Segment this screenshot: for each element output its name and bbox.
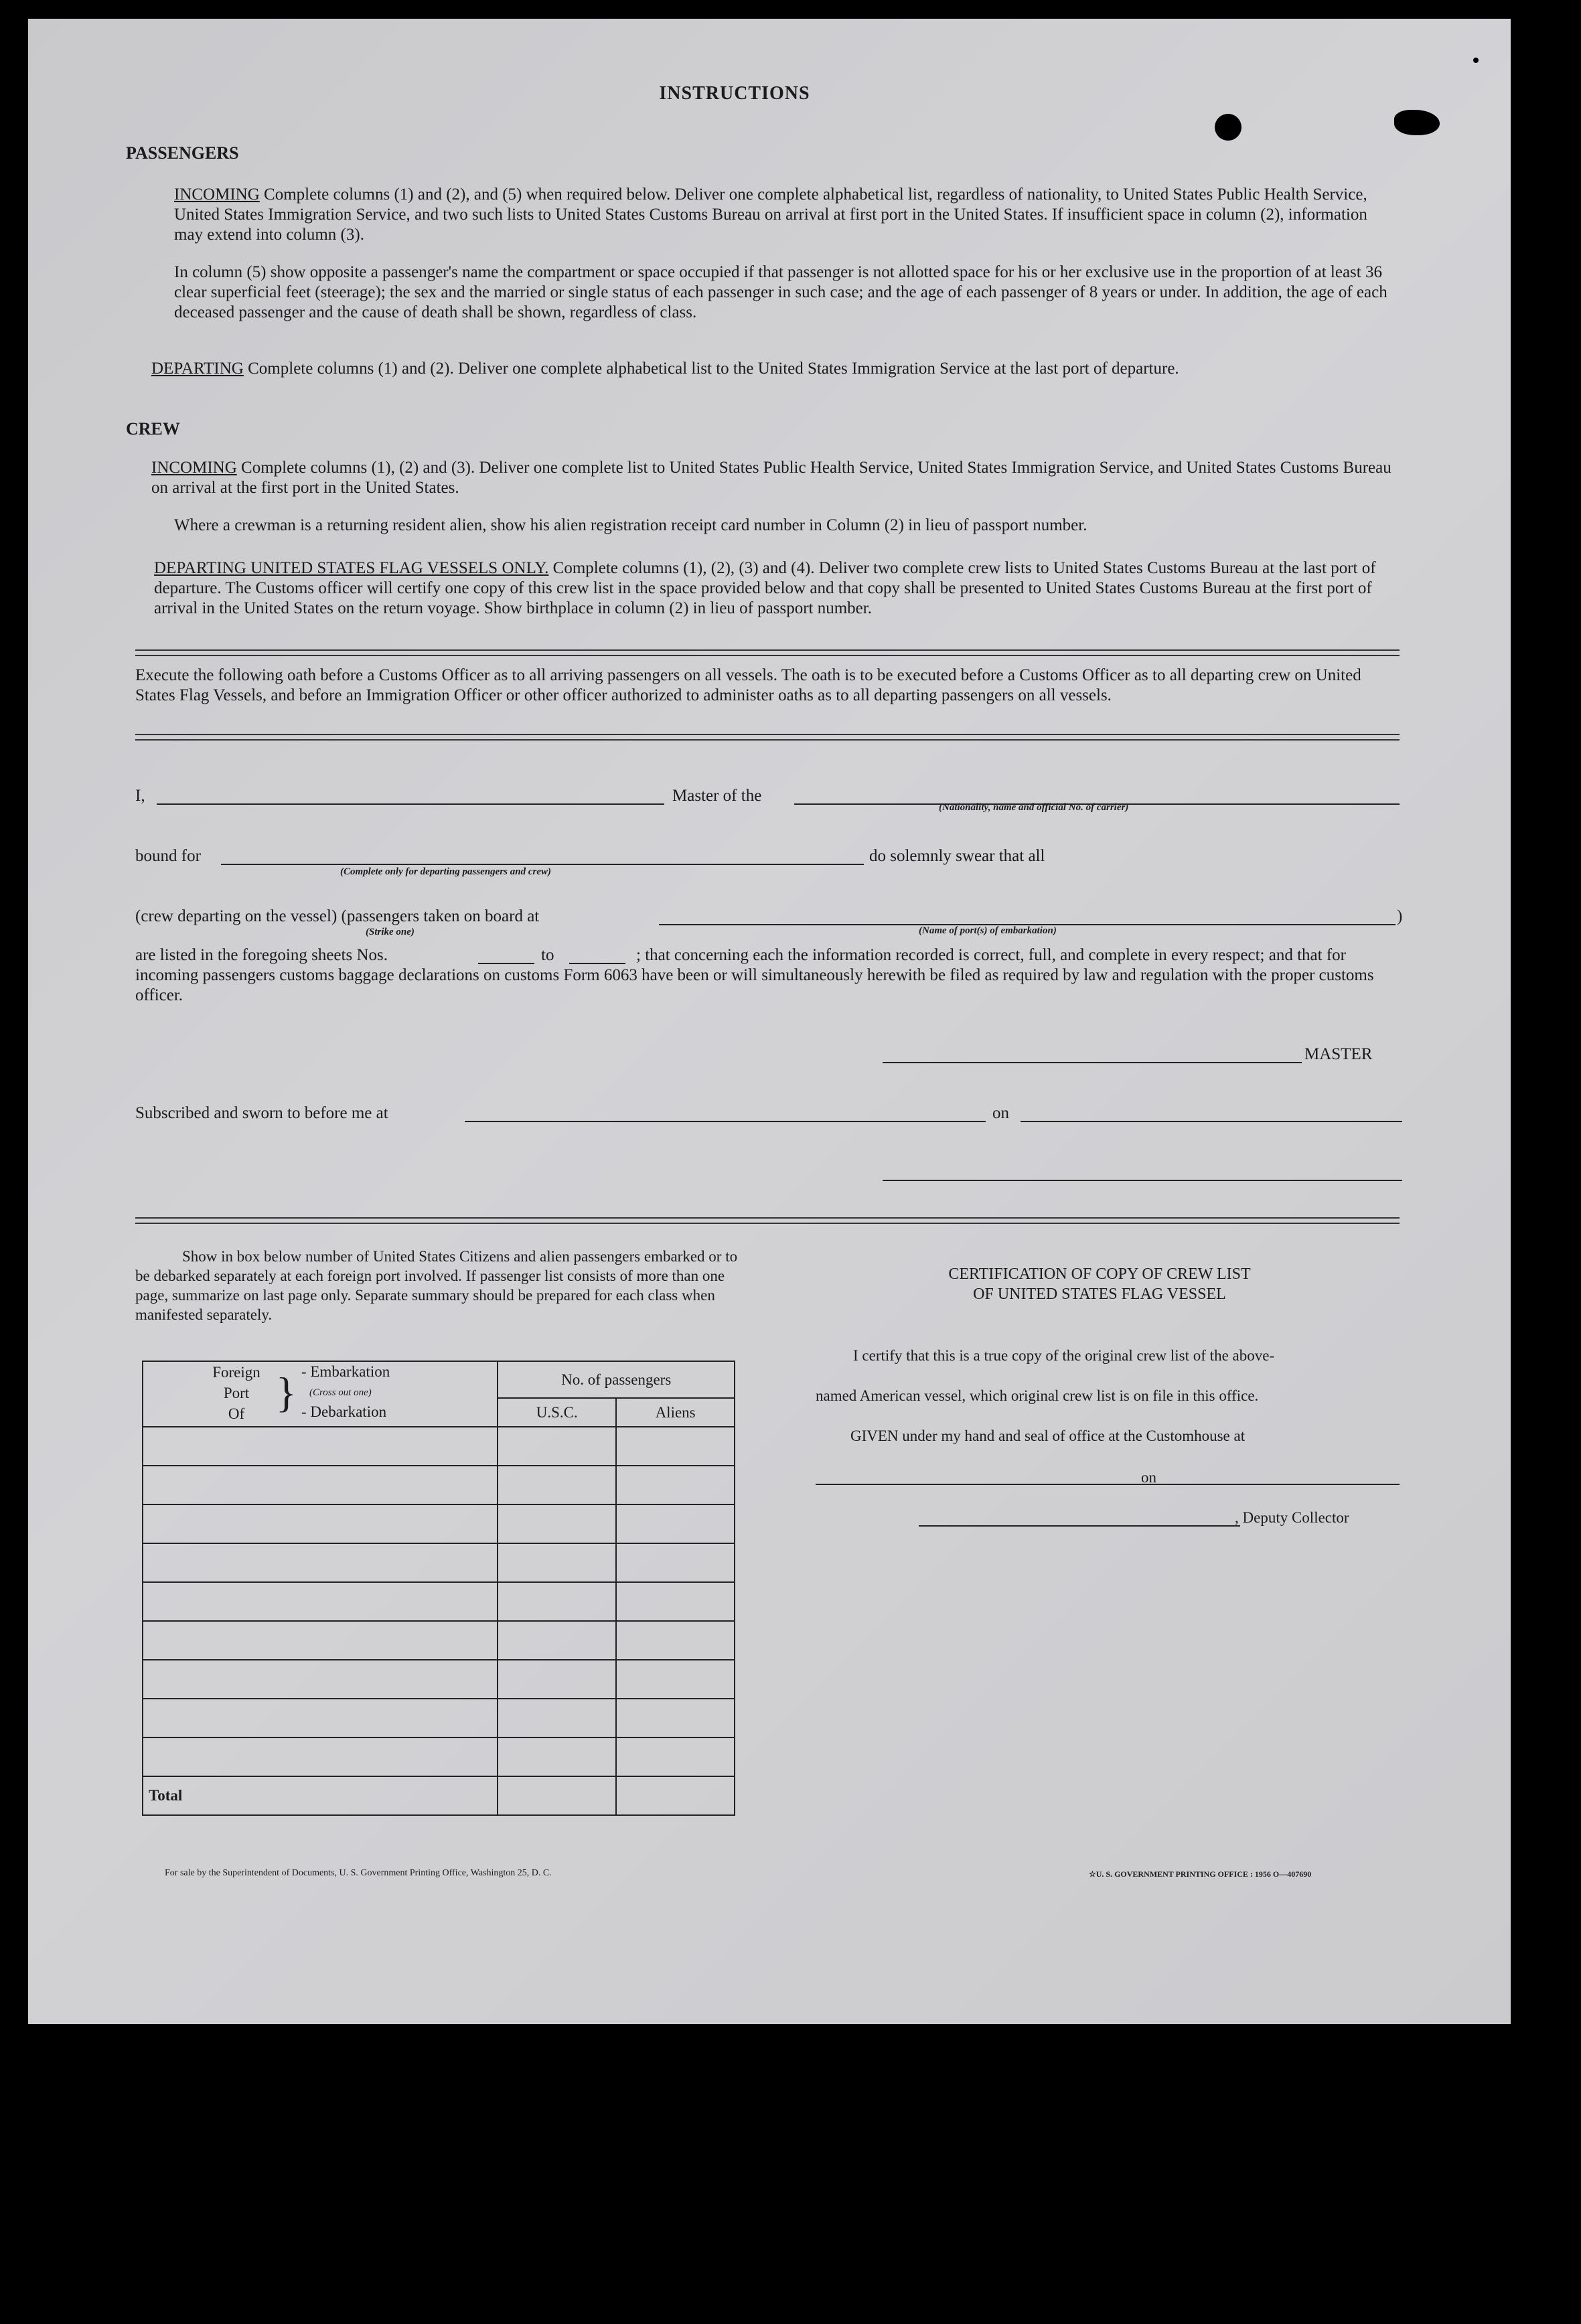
port-caption: (Name of port(s) of embarkation) (919, 925, 1057, 936)
table-row (143, 1427, 735, 1466)
certification-date-field[interactable] (1166, 1484, 1400, 1485)
table-row (143, 1504, 735, 1543)
swear-text: do solemnly swear that all (869, 847, 1045, 865)
port-cell[interactable] (143, 1504, 498, 1543)
crew-incoming-text: Complete columns (1), (2) and (3). Deliver one complete list to United States Public Health Service, United States Immigration Service, and United States Customs Bureau on arrival at the first port in the United States. (151, 459, 1391, 497)
passengers-heading: PASSENGERS (126, 143, 239, 163)
aliens-cell[interactable] (616, 1427, 735, 1466)
usc-cell[interactable] (498, 1504, 616, 1543)
ink-spot (1215, 114, 1241, 141)
sworn-date-field[interactable] (1021, 1121, 1402, 1122)
master-label: MASTER (1304, 1045, 1373, 1063)
table-row (143, 1737, 735, 1776)
customhouse-field[interactable] (816, 1484, 1166, 1485)
sheets-prefix: are listed in the foregoing sheets Nos. (135, 946, 388, 964)
certification-heading-line-2: OF UNITED STATES FLAG VESSEL (973, 1286, 1226, 1303)
port-header-cell (143, 1361, 498, 1427)
usc-cell[interactable] (498, 1699, 616, 1737)
port-cell[interactable] (143, 1699, 498, 1737)
aliens-cell[interactable] (616, 1504, 735, 1543)
aliens-cell[interactable] (616, 1621, 735, 1660)
port-label-of: Of (228, 1405, 245, 1422)
usc-cell[interactable] (498, 1543, 616, 1582)
usc-cell[interactable] (498, 1582, 616, 1621)
master-name-field[interactable] (157, 803, 664, 805)
table-row (143, 1621, 735, 1660)
sheets-rest: ; that concerning each the information recorded is correct, full, and complete in every respect; and that for incoming passengers customs baggage declarations on customs Form 6063 have been or will simultaneously herewith be filed as required by law and regulation with the proper customs officer. (135, 946, 1374, 1004)
sworn-on-label: on (992, 1104, 1009, 1122)
aliens-cell[interactable] (616, 1543, 735, 1582)
crew-departing-label: DEPARTING UNITED STATES FLAG VESSELS ONLY. (154, 559, 549, 577)
table-row (143, 1543, 735, 1582)
ink-spot (1394, 110, 1440, 135)
usc-total-cell[interactable] (498, 1776, 616, 1815)
page-title: INSTRUCTIONS (659, 83, 810, 104)
port-label-port: Port (223, 1385, 250, 1401)
port-cell[interactable] (143, 1466, 498, 1504)
certification-line-1: I certify that this is a true copy of the original crew list of the above- (853, 1347, 1275, 1364)
no-passengers-header: No. of passengers (498, 1361, 735, 1398)
gpo-note: ☆U. S. GOVERNMENT PRINTING OFFICE : 1956 O—407690 (1089, 1869, 1312, 1879)
divider (135, 649, 1400, 656)
table-row (143, 1660, 735, 1699)
port-cell[interactable] (143, 1543, 498, 1582)
crew-incoming-paragraph (151, 458, 1397, 498)
table-row (143, 1582, 735, 1621)
debarkation-label: - Debarkation (301, 1403, 387, 1420)
port-cell[interactable] (143, 1621, 498, 1660)
usc-cell[interactable] (498, 1737, 616, 1776)
crew-passengers-text: (crew departing on the vessel) (passengers taken on board at (135, 907, 540, 925)
ink-spot (1473, 58, 1479, 63)
certification-line-3: GIVEN under my hand and seal of office at the Customhouse at (850, 1427, 1246, 1444)
strike-caption: (Strike one) (366, 927, 415, 937)
passengers-departing-label: DEPARTING (151, 360, 244, 378)
sworn-place-field[interactable] (465, 1121, 986, 1122)
divider (135, 734, 1400, 741)
port-cell[interactable] (143, 1582, 498, 1621)
passenger-summary-table (142, 1361, 735, 1816)
passengers-incoming-paragraph (174, 185, 1397, 245)
crew-resident-paragraph: Where a crewman is a returning resident alien, show his alien registration receipt card number in Column (2) in lieu of passport number. (174, 516, 1087, 534)
aliens-cell[interactable] (616, 1699, 735, 1737)
brace-glyph: } (276, 1369, 297, 1416)
aliens-total-cell[interactable] (616, 1776, 735, 1815)
divider (135, 1217, 1400, 1224)
certification-heading (805, 1264, 1394, 1304)
close-paren: ) (1397, 907, 1403, 925)
form-page (28, 19, 1511, 2024)
aliens-cell[interactable] (616, 1660, 735, 1699)
aliens-cell[interactable] (616, 1582, 735, 1621)
passengers-incoming-label: INCOMING (174, 185, 260, 204)
sheets-to: to (541, 946, 554, 964)
port-cell[interactable] (143, 1737, 498, 1776)
port-label-foreign: Foreign (212, 1364, 260, 1381)
deputy-collector-label: , Deputy Collector (1235, 1509, 1349, 1526)
table-row (143, 1466, 735, 1504)
oath-i-label: I, (135, 787, 145, 805)
usc-cell[interactable] (498, 1427, 616, 1466)
crew-heading: CREW (126, 419, 180, 439)
aliens-header: Aliens (616, 1398, 735, 1427)
bound-for-label: bound for (135, 847, 201, 865)
bound-for-caption: (Complete only for departing passengers and crew) (340, 866, 551, 877)
crew-incoming-label: INCOMING (151, 459, 237, 477)
aliens-cell[interactable] (616, 1737, 735, 1776)
passengers-departing-paragraph (151, 359, 1397, 379)
embarkation-label: - Embarkation (301, 1363, 390, 1380)
table-row (143, 1699, 735, 1737)
bound-for-field[interactable] (221, 864, 864, 865)
summary-instructions: Show in box below number of United States Citizens and alien passengers embarked or to be debarked separately at each foreign port involved. If passenger list consists of more than one page, summarize on last page only. Separate summary should be prepared for each class when manifested separately. (135, 1248, 738, 1323)
sale-note: For sale by the Superintendent of Documents, U. S. Government Printing Office, Washington 25, D. C. (165, 1868, 552, 1878)
usc-header: U.S.C. (498, 1398, 616, 1427)
port-cell[interactable] (143, 1660, 498, 1699)
usc-cell[interactable] (498, 1466, 616, 1504)
certification-heading-line-1: CERTIFICATION OF COPY OF CREW LIST (948, 1265, 1251, 1283)
carrier-caption: (Nationality, name and official No. of carrier) (939, 802, 1129, 813)
subscribed-label: Subscribed and sworn to before me at (135, 1104, 388, 1122)
usc-cell[interactable] (498, 1660, 616, 1699)
oath-intro: Execute the following oath before a Customs Officer as to all arriving passengers on all vessels. The oath is to be executed before a Customs Officer as to all departing crew on United States Flag Vessels, and before an Immigration Officer or other officer authorized to administer oaths as to all departing passengers on all vessels. (135, 666, 1361, 704)
passengers-column5-paragraph: In column (5) show opposite a passenger's name the compartment or space occupied if that passenger is not allotted space for his or her exclusive use in the proportion of at least 36 clear superficial feet (steerage); the sex and the married or single status of each passenger in such case; and the age of each passenger of 8 years or under. In addition, the age of each deceased passenger and the cause of death shall be shown, regardless of class. (174, 263, 1387, 321)
passengers-departing-text: Complete columns (1) and (2). Deliver one complete alphabetical list to the United States Immigration Service at the last port of departure. (248, 360, 1179, 378)
total-label: Total (143, 1776, 498, 1815)
cross-out-caption: (Cross out one) (309, 1387, 372, 1398)
crew-departing-text: Complete columns (1), (2), (3) and (4). Deliver two complete crew lists to United States Customs Bureau at the last port of departure. The Customs officer will certify one copy of this crew list in the space provided below and that copy shall be presented to United States Customs Bureau at the first port of arrival in the United States on the return voyage. Show birthplace in column (2) in lieu of passport number. (154, 559, 1376, 617)
passengers-incoming-text: Complete columns (1) and (2), and (5) when required below. Deliver one complete alphabetical list, regardless of nationality, to United States Public Health Service, United States Immigration Service, and two such lists to United States Customs Bureau on arrival at first port in the United States. If insufficient space in column (2), information may extend into column (3). (174, 185, 1367, 244)
certification-line-2: named American vessel, which original crew list is on file in this office. (816, 1387, 1259, 1404)
port-cell[interactable] (143, 1427, 498, 1466)
usc-cell[interactable] (498, 1621, 616, 1660)
deputy-signature-field[interactable] (919, 1525, 1240, 1527)
master-signature-field[interactable] (883, 1062, 1302, 1063)
total-row (143, 1776, 735, 1815)
officer-signature-field[interactable] (883, 1180, 1402, 1181)
crew-departing-paragraph (154, 558, 1397, 619)
certification-on-label: on (1141, 1469, 1156, 1486)
master-of-label: Master of the (672, 787, 762, 805)
aliens-cell[interactable] (616, 1466, 735, 1504)
